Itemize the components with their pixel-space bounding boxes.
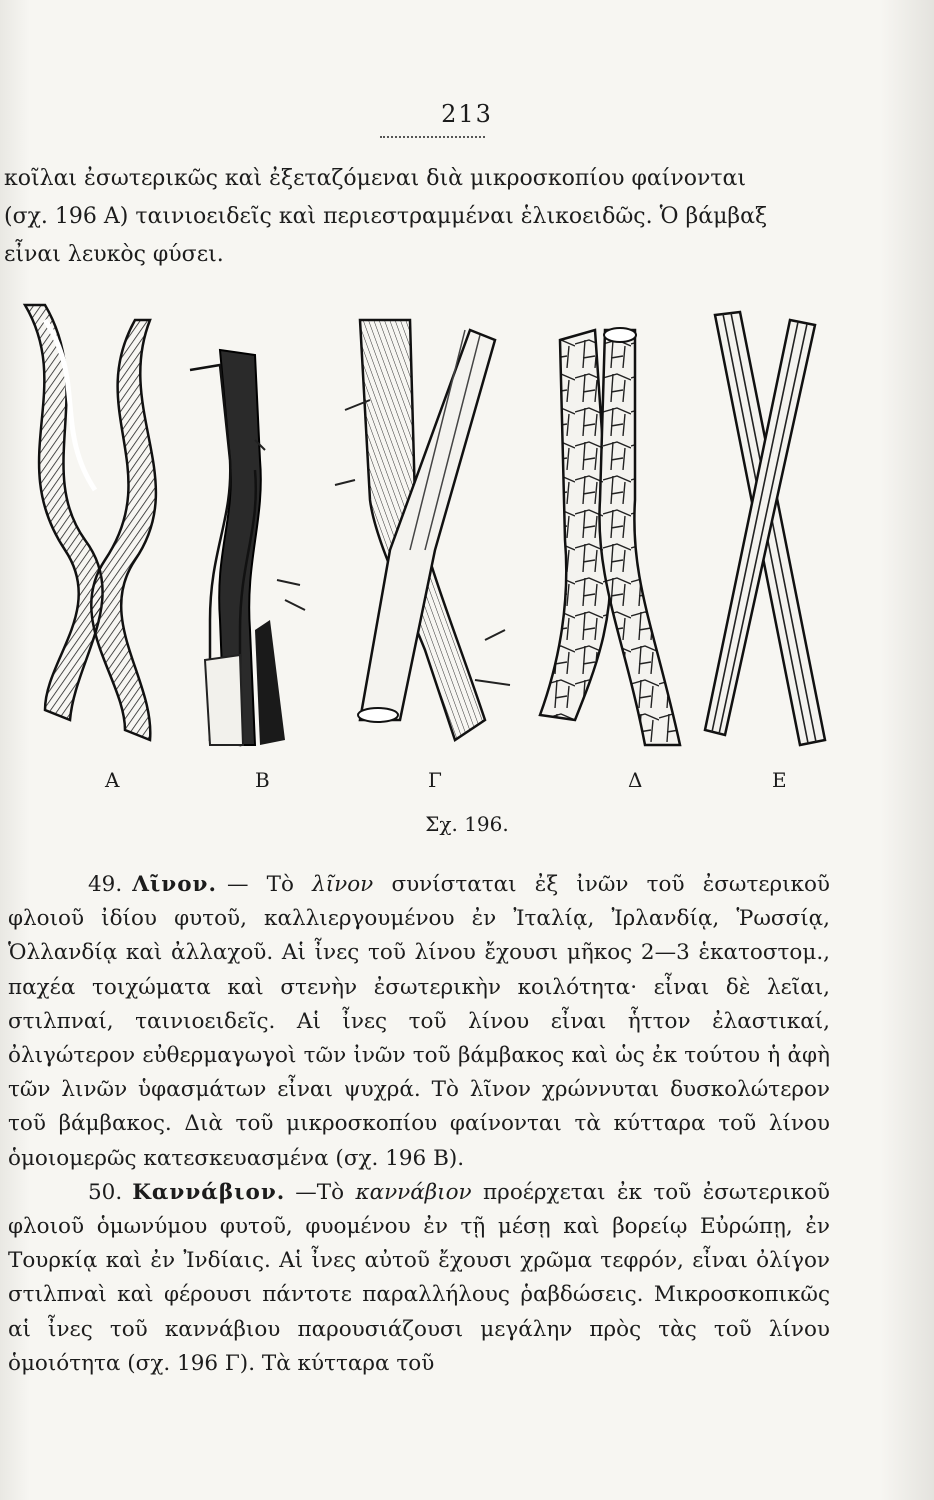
figure-label-d: Δ: [628, 768, 643, 792]
fiber-e-striated: [705, 312, 825, 745]
figure-label-e: Ε: [772, 768, 787, 792]
page-number-rule: [380, 136, 485, 138]
term: καννάβιον: [355, 1179, 472, 1205]
page-number: 213: [441, 100, 493, 128]
intro-line-3: εἶναι λευκὸς φύσει.: [4, 242, 224, 267]
heading-dash: —Τὸ: [295, 1179, 345, 1205]
body-text: [8, 868, 830, 1381]
fiber-a-cotton: [25, 305, 156, 740]
term: λῖνον: [312, 872, 374, 897]
fiber-illustration: [15, 300, 835, 755]
paragraph-text: προέρχεται ἐκ τοῦ ἐσωτερικοῦ φλοιοῦ ὁμωνύμου φυτοῦ, φυομένου ἐν τῇ μέσῃ καὶ βορείῳ Εὐρώπῃ, ἐν Τουρκίᾳ καὶ ἐν Ἰνδίαις. Αἱ ἶνες αὐτοῦ ἔχουσι χρῶμα τεφρόν, εἶναι ὀλίγον στιλπναὶ καὶ φέρουσι πάντοτε παραλλήλους ῥαβδώσεις. Μικροσκοπικῶς αἱ ἶνες τοῦ καννάβιου παρουσιάζουσι μεγάλην πρὸς τὰς τοῦ λίνου ὁμοιότητα (σχ. 196 Γ). Τὰ κύτταρα τοῦ: [8, 1179, 830, 1376]
figure-label-b: Β: [255, 768, 270, 792]
paragraph-number: 49.: [88, 872, 123, 897]
intro-paragraph: [4, 160, 844, 274]
intro-line-2: (σχ. 196 Α) ταινιοειδεῖς καὶ περιεστραμμέναι ἑλικοειδῶς. Ὁ βάμβαξ: [4, 204, 768, 229]
paragraph-text: συνίσταται ἐξ ἰνῶν τοῦ ἐσωτερικοῦ φλοιοῦ ἰδίου φυτοῦ, καλλιεργουμένου ἐν Ἰταλίᾳ, Ἰρλανδίᾳ, Ῥωσσίᾳ, Ὁλλανδίᾳ καὶ ἀλλαχοῦ. Αἱ ἶνες τοῦ λίνου ἔχουσι μῆκος 2—3 ἑκατοστομ., παχέα τοιχώματα καὶ στενὴν ἐσωτερικὴν κοιλότητα· εἶναι δὲ λεῖαι, στιλπναί, ταινιοειδεῖς. Αἱ ἶνες τοῦ λίνου εἶναι ἧττον ἐλαστικαί, ὀλιγώτερον εὐθερμαγωγοὶ τῶν ἰνῶν τοῦ βάμβακος καὶ ὡς ἐκ τούτου ἡ ἀφὴ τῶν λινῶν ὑφασμάτων εἶναι ψυχρά. Τὸ λῖνον χρώννυται δυσκολώτερον τοῦ βάμβακος. Διὰ τοῦ μικροσκοπίου φαίνονται τὰ κύτταρα τοῦ λίνου ὁμοιομερῶς κατεσκευασμένα (σχ. 196 Β).: [8, 872, 830, 1171]
figure-label-a: Α: [105, 768, 120, 792]
figure-caption: Σχ. 196.: [425, 812, 509, 836]
figure-labels: [0, 768, 934, 798]
intro-line-1: κοῖλαι ἐσωτερικῶς καὶ ἐξεταζόμεναι διὰ μικροσκοπίου φαίνονται: [4, 166, 747, 191]
fiber-d-cellular: [540, 328, 680, 745]
paragraph-number: 50.: [88, 1179, 123, 1205]
paragraph-50: [8, 1176, 830, 1381]
section-heading: Καννάβιον.: [132, 1179, 286, 1205]
section-heading: Λῖνον.: [132, 872, 217, 897]
fiber-b-linen: [190, 350, 305, 745]
figure-label-g: Γ: [428, 768, 442, 792]
paragraph-49: [8, 868, 830, 1176]
heading-dash: — Τὸ: [226, 872, 294, 897]
fiber-g-hemp: [335, 320, 510, 740]
